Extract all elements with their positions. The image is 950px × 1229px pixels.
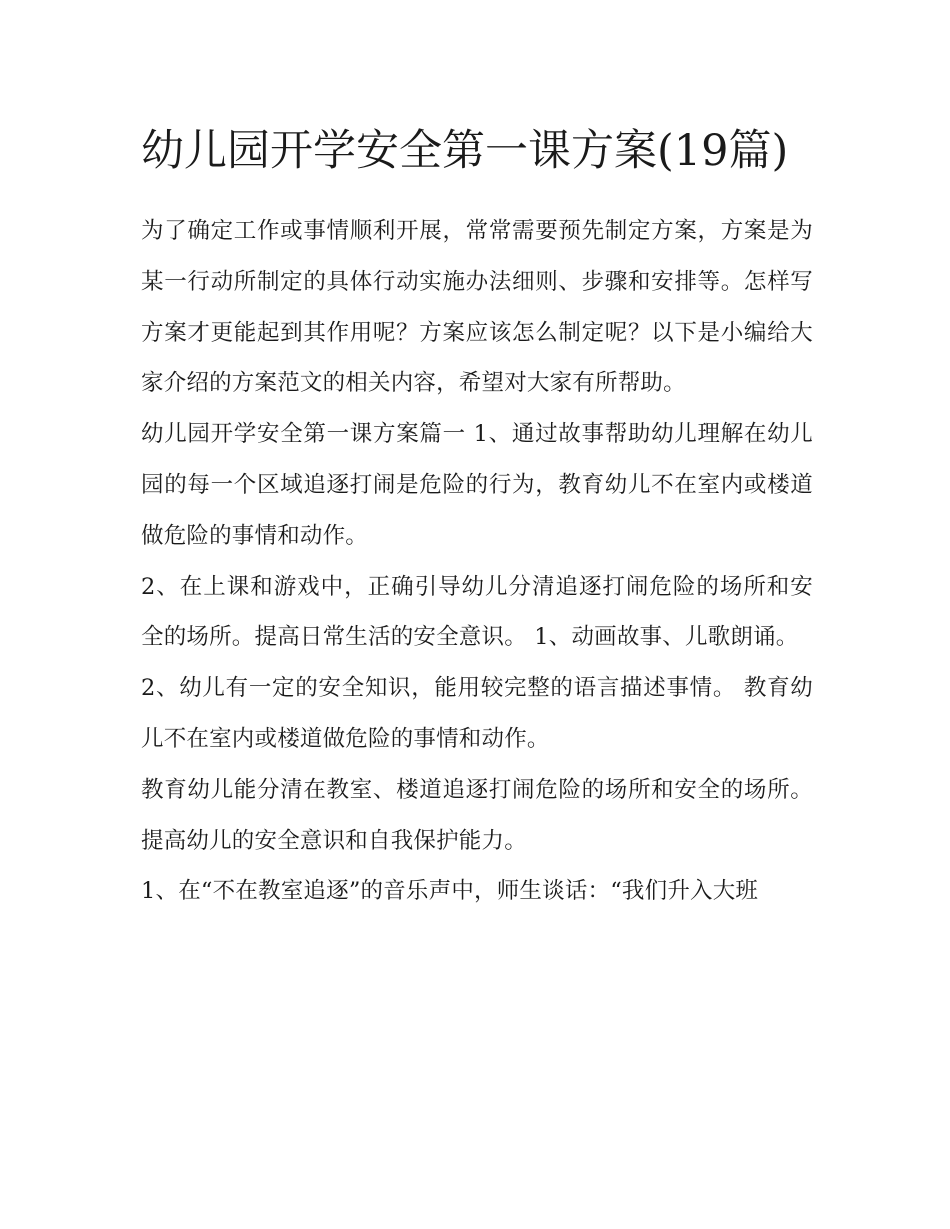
intro-paragraph: 为了确定工作或事情顺利开展，常常需要预先制定方案，方案是为某一行动所制定的具体行动实施办法细则、步骤和安排等。怎样写方案才更能起到其作用呢？方案应该怎么制定呢？以下是小编给大家介绍的方案范文的相关内容，希望对大家有所帮助。	[141, 218, 813, 397]
body-paragraph: 教育幼儿能分清在教室、楼道追逐打闹危险的场所和安全的场所。提高幼儿的安全意识和自我保护能力。	[141, 776, 813, 854]
body-paragraph: 1、在“不在教室追逐”的音乐声中，师生谈话：“我们升入大班	[141, 878, 759, 905]
body-paragraph: 2、幼儿有一定的安全知识，能用较完整的语言描述事情。 教育幼儿不在室内或楼道做危险的事情和动作。	[141, 675, 813, 752]
body-paragraph: 幼儿园开学安全第一课方案篇一 1、通过故事帮助幼儿理解在幼儿园的每一个区域追逐打闹是危险的行为，教育幼儿不在室内或楼道做危险的事情和动作。	[141, 421, 813, 549]
document-page	[141, 112, 813, 917]
body-paragraph: 2、在上课和游戏中，正确引导幼儿分清追逐打闹危险的场所和安全的场所。提高日常生活的安全意识。 1、动画故事、儿歌朗诵。	[141, 573, 813, 651]
document-title: 幼儿园开学安全第一课方案(19篇)	[141, 126, 789, 176]
